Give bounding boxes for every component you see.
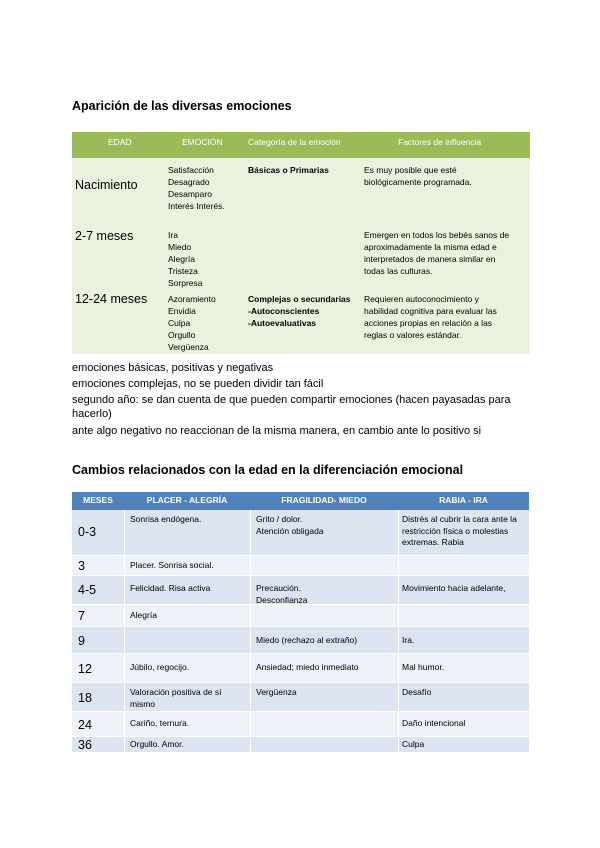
emotion-item: Tristeza xyxy=(168,266,198,276)
cell-placer: Sonrisa endógena. xyxy=(130,514,202,524)
age-changes-table xyxy=(72,492,529,752)
factor-line: acciones propias en relación a las xyxy=(364,318,493,328)
row-mes: 0-3 xyxy=(78,525,97,539)
header-categoria: Categoría de la emoción xyxy=(248,137,341,147)
header-miedo: FRAGILIDAD- MIEDO xyxy=(281,495,367,505)
factor-line: Es muy posible que esté xyxy=(364,165,457,175)
row-mes: 4-5 xyxy=(78,583,97,597)
row-age: 12-24 meses xyxy=(75,292,148,306)
table-row xyxy=(72,605,529,626)
row-mes: 3 xyxy=(78,559,85,573)
cell-placer: Felicidad. Risa activa xyxy=(130,583,211,593)
row-mes: 36 xyxy=(78,738,92,752)
header-factores: Factores de influencia xyxy=(398,137,482,147)
table-row xyxy=(72,683,529,711)
row-category xyxy=(248,164,329,176)
cell-placer: Alegría xyxy=(130,610,157,620)
table-row xyxy=(72,556,529,575)
column-divider xyxy=(124,510,125,752)
row-factors xyxy=(364,293,497,341)
cell-placer: Valoración positiva de sí mismo xyxy=(130,687,222,709)
row-category xyxy=(248,293,351,329)
emotion-item: Satisfacción xyxy=(168,165,214,175)
factor-line: biológicamente programada. xyxy=(364,177,472,187)
row-mes: 12 xyxy=(78,662,92,676)
row-emotions xyxy=(168,229,203,289)
emotion-item: Desamparo xyxy=(168,189,212,199)
emotion-item: Azoramiento xyxy=(168,294,216,304)
row-factors xyxy=(364,164,472,188)
emotion-item: Vergüenza xyxy=(168,342,209,352)
cell-miedo: Ansiedad; miedo inmediato xyxy=(256,662,359,672)
cell-rabia: Desafío xyxy=(402,687,432,697)
note-line: ante algo negativo no reaccionan de la misma manera, en cambio ante lo positivo si xyxy=(72,425,482,437)
factor-line: todas las culturas. xyxy=(364,266,433,276)
emotion-item: Sorpresa xyxy=(168,278,203,288)
row-mes: 24 xyxy=(78,718,92,732)
row-emotions xyxy=(168,164,225,212)
header-rabia: RABIA - IRA xyxy=(439,495,488,505)
cell-rabia: Culpa xyxy=(402,739,425,749)
cell-placer: Júbilo, regocijo. xyxy=(130,662,190,672)
note-line: segundo año: se dan cuenta de que pueden compartir emociones (hacen payasadas para hacerlo) xyxy=(72,394,511,420)
table-row xyxy=(72,654,529,682)
factor-line: Emergen en todos los bebés sanos de xyxy=(364,230,510,240)
section1-title: Aparición de las diversas emociones xyxy=(72,99,292,113)
factor-line: habilidad cognitiva para evaluar las xyxy=(364,306,497,316)
category-item: -Autoevaluativas xyxy=(248,318,317,328)
emotion-item: Envidia xyxy=(168,306,196,316)
table-row xyxy=(72,576,529,604)
factor-line: reglas o valores estándar. xyxy=(364,330,462,340)
emotion-item: Culpa xyxy=(168,318,191,328)
factor-line: Requieren autoconocimiento y xyxy=(364,294,479,304)
cell-placer: Placer. Sonrisa social. xyxy=(130,560,214,570)
cell-miedo: Miedo (rechazo al extraño) xyxy=(256,635,358,645)
note-line: emociones básicas, positivas y negativas xyxy=(72,362,274,374)
table-row xyxy=(72,737,529,752)
cell-rabia: Distrés al cubrir la cara ante la restricción física o molestias extremas. Rabia xyxy=(402,514,517,547)
table-row xyxy=(72,510,529,555)
factor-line: interpretados de manera similar en xyxy=(364,254,496,264)
header-emocion: EMOCIÓN xyxy=(182,137,223,147)
category-item: Básicas o Primarias xyxy=(248,165,329,175)
section2-title: Cambios relacionados con la edad en la diferenciación emocional xyxy=(72,463,464,477)
row-mes: 7 xyxy=(78,609,85,623)
table-row xyxy=(72,712,529,736)
cell-placer: Cariño, ternura. xyxy=(130,718,190,728)
column-divider xyxy=(398,510,399,752)
category-item: Complejas o secundarias xyxy=(248,294,351,304)
header-placer: PLACER - ALEGRÍA xyxy=(146,495,228,505)
category-item: -Autoconscientes xyxy=(248,306,320,316)
emotions-table xyxy=(72,132,530,354)
cell-miedo: Vergüenza xyxy=(256,687,297,697)
factor-line: aproximadamente la misma edad e xyxy=(364,242,497,252)
emotions-table-header xyxy=(72,132,530,158)
row-factors xyxy=(364,229,509,277)
row-age: 2-7 meses xyxy=(75,229,134,243)
cell-rabia: Ira. xyxy=(402,635,415,645)
emotion-item: Ira xyxy=(168,230,178,240)
cell-placer: Orgullo. Amor. xyxy=(130,739,184,749)
emotion-item: Interés Interés. xyxy=(168,201,225,211)
cell-rabia: Mal humor. xyxy=(402,662,445,672)
cell-rabia: Daño intencional xyxy=(402,718,466,728)
row-mes: 18 xyxy=(78,691,92,705)
row-mes: 9 xyxy=(78,634,85,648)
emotion-item: Orgullo xyxy=(168,330,196,340)
row-emotions xyxy=(168,293,216,353)
cell-miedo: Precaución. Desconfianza xyxy=(256,583,308,605)
cell-rabia: Movimiento hacia adelante, xyxy=(402,583,506,593)
note-line: emociones complejas, no se pueden dividir tan fácil xyxy=(72,378,324,390)
table-row xyxy=(72,627,529,653)
column-divider xyxy=(250,510,251,752)
row-age: Nacimiento xyxy=(75,178,138,192)
age-changes-table-header xyxy=(72,492,529,510)
emotion-item: Desagrado xyxy=(168,177,210,187)
emotion-item: Miedo xyxy=(168,242,192,252)
header-meses: MESES xyxy=(83,495,113,505)
header-edad: EDAD xyxy=(108,137,132,147)
cell-miedo: Grito / dolor. Atención obligada xyxy=(256,514,324,536)
emotion-item: Alegría xyxy=(168,254,195,264)
